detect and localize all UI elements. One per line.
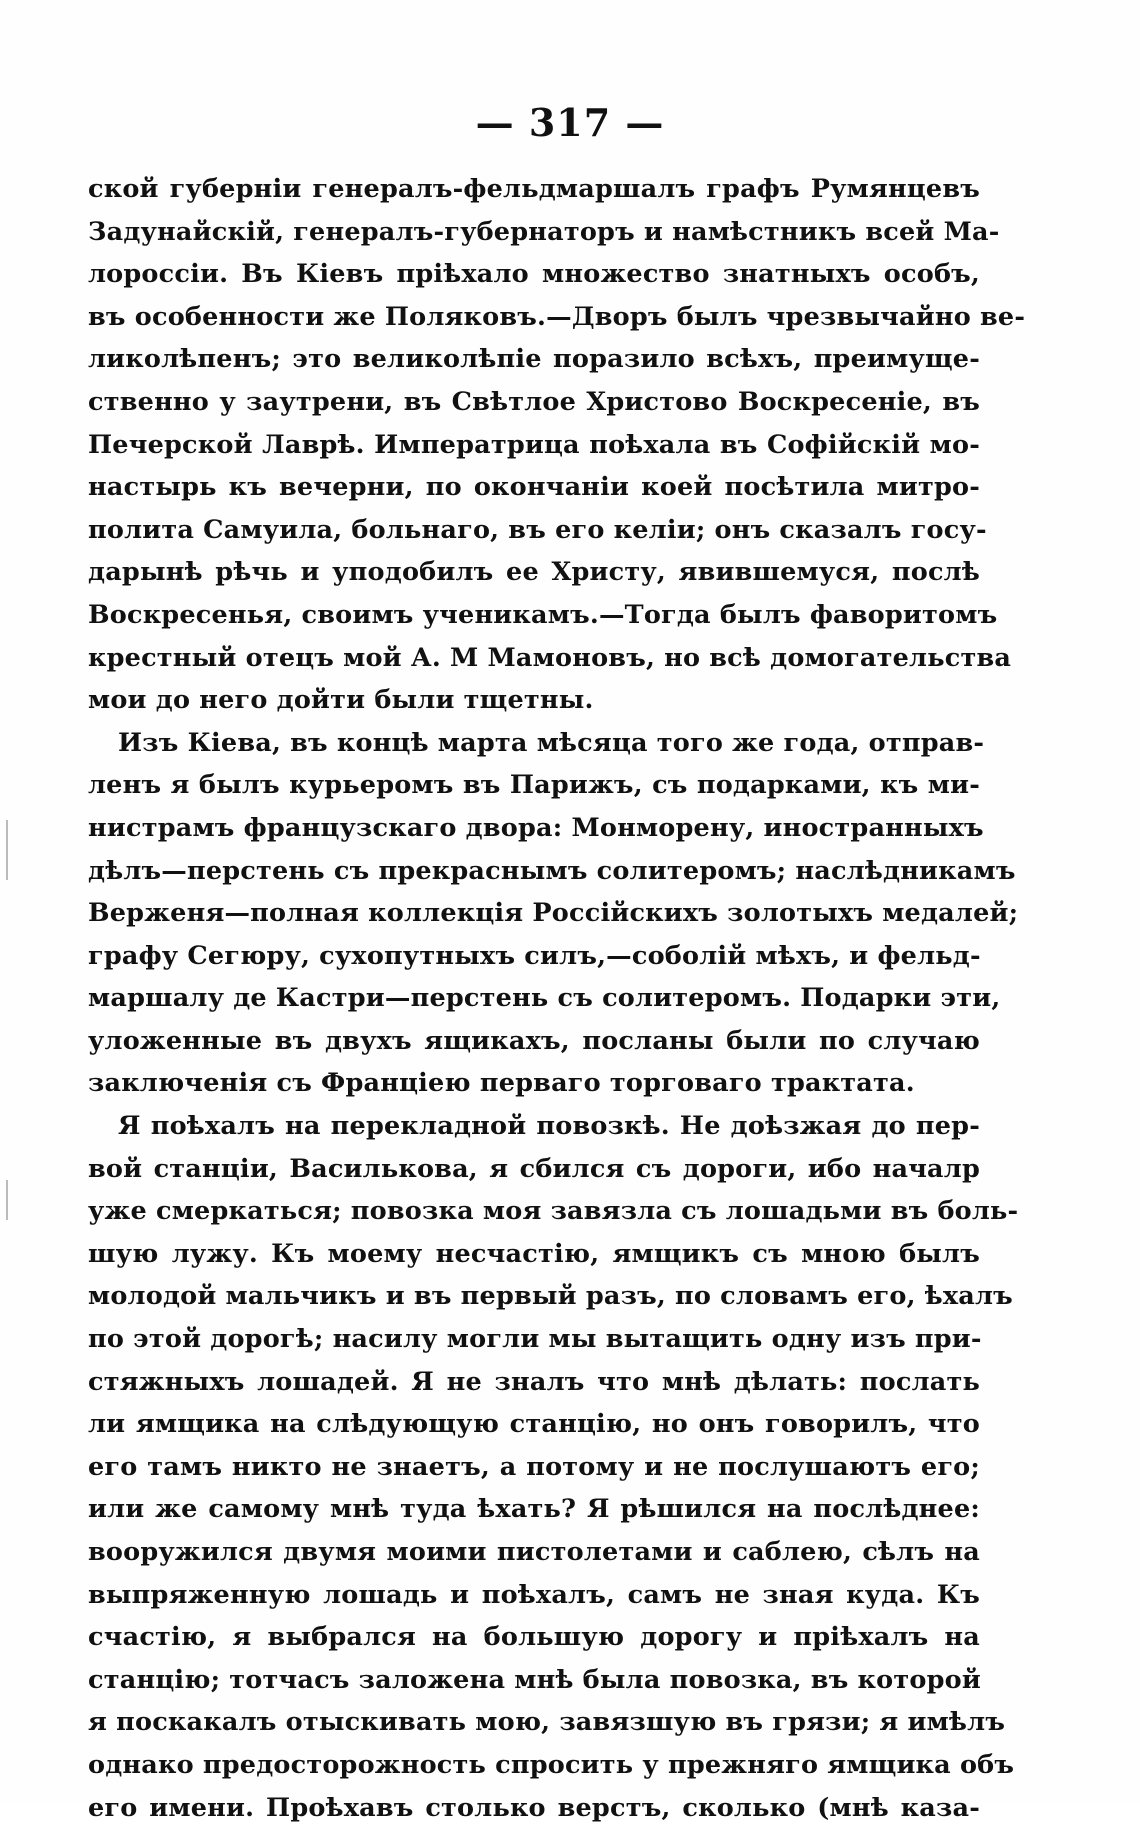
text-line: его тамъ никто не знаетъ, а потому и не послушаютъ его;: [88, 1451, 980, 1482]
text-line: Печерской Лаврѣ. Императрица поѣхала въ Софійскій мо-: [88, 429, 980, 460]
margin-mark: [6, 820, 8, 880]
text-line: графу Сегюру, сухопутныхъ силъ,—соболій мѣхъ, и фельд-: [88, 940, 981, 971]
text-line: лороссіи. Въ Кіевъ пріѣхало множество знатныхъ особъ,: [88, 259, 980, 290]
text-line: я поскакалъ отыскивать мою, завязшую въ грязи; я имѣлъ: [88, 1707, 1006, 1738]
text-line: вой станціи, Василькова, я сбился съ дороги, ибо началр: [88, 1153, 980, 1184]
text-line: настырь къ вечерни, по окончаніи коей посѣтила митро-: [88, 472, 980, 503]
text-line: Воскресенья, своимъ ученикамъ.—Тогда былъ фаворитомъ: [88, 599, 998, 630]
text-line: нистрамъ французскаго двора: Монморену, иностранныхъ: [88, 812, 984, 843]
text-line: стяжныхъ лошадей. Я не зналъ что мнѣ дѣлать: послать: [88, 1366, 980, 1397]
text-line: въ особенности же Поляковъ.—Дворъ былъ чрезвычайно ве-: [88, 301, 1026, 332]
text-line: вооружился двумя моими пистолетами и саблею, сѣлъ на: [88, 1537, 980, 1567]
text-line: дѣлъ—перстень съ прекраснымъ солитеромъ; наслѣдникамъ: [88, 855, 1016, 886]
text-line: заключенія съ Франціею перваго торговаго трактата.: [88, 1068, 915, 1099]
text-line: уложенные въ двухъ ящикахъ, посланы были по случаю: [88, 1025, 980, 1056]
page-number: — 317 —: [475, 100, 665, 145]
text-line: Изъ Кіева, въ концѣ марта мѣсяца того же года, отправ-: [118, 727, 985, 758]
body-text: [88, 168, 1026, 1829]
text-line: или же самому мнѣ туда ѣхать? Я рѣшился на послѣднее:: [88, 1494, 980, 1525]
text-line: ленъ я былъ курьеромъ въ Парижъ, съ подарками, къ ми-: [88, 770, 980, 801]
text-line: ли ямщика на слѣдующую станцію, но онъ говорилъ, что: [88, 1409, 980, 1440]
text-line: Задунайскій, генералъ-губернаторъ и намѣстникъ всей Ма-: [88, 216, 1000, 247]
text-line: Верженя—полная коллекція Россійскихъ золотыхъ медалей;: [88, 898, 1019, 929]
text-line: крестный отецъ мой А. М Мамоновъ, но всѣ домогательства: [88, 642, 1012, 673]
text-line: ственно у заутрени, въ Свѣтлое Христово Воскресеніе, въ: [88, 386, 980, 417]
text-line: однако предосторожность спросить у прежняго ямщика объ: [88, 1749, 1015, 1780]
text-line: счастію, я выбрался на большую дорогу и пріѣхалъ на: [88, 1622, 980, 1653]
text-line: выпряженную лошадь и поѣхалъ, самъ не зная куда. Къ: [88, 1579, 980, 1610]
text-line: дарынѣ рѣчь и уподобилъ ее Христу, явившемуся, послѣ: [88, 557, 980, 588]
text-line: мои до него дойти были тщетны.: [88, 685, 594, 716]
margin-mark: [6, 1180, 8, 1220]
text-line: Я поѣхалъ на перекладной повозкѣ. Не доѣзжая до пер-: [118, 1111, 980, 1142]
text-line: молодой мальчикъ и въ первый разъ, по словамъ его, ѣхалъ: [88, 1281, 1013, 1312]
text-line: полита Самуила, больнаго, въ его келіи; онъ сказалъ госу-: [88, 514, 987, 545]
text-line: шую лужу. Къ моему несчастію, ямщикъ съ мною былъ: [88, 1238, 980, 1269]
text-line: по этой дорогѣ; насилу могли мы вытащить одну изъ при-: [88, 1324, 982, 1355]
text-line: уже смеркаться; повозка моя завязла съ лошадьми въ боль-: [88, 1196, 1019, 1227]
text-line: маршалу де Кастри—перстень съ солитеромъ. Подарки эти,: [88, 983, 1001, 1014]
text-line: ликолѣпенъ; это великолѣпіе поразило всѣхъ, преимуще-: [88, 344, 980, 375]
text-line: ской губерніи генералъ-фельдмаршалъ графъ Румянцевъ: [88, 174, 980, 204]
text-line: его имени. Проѣхавъ столько верстъ, сколько (мнѣ каза-: [88, 1792, 980, 1823]
text-line: станцію; тотчасъ заложена мнѣ была повозка, въ которой: [88, 1664, 981, 1695]
